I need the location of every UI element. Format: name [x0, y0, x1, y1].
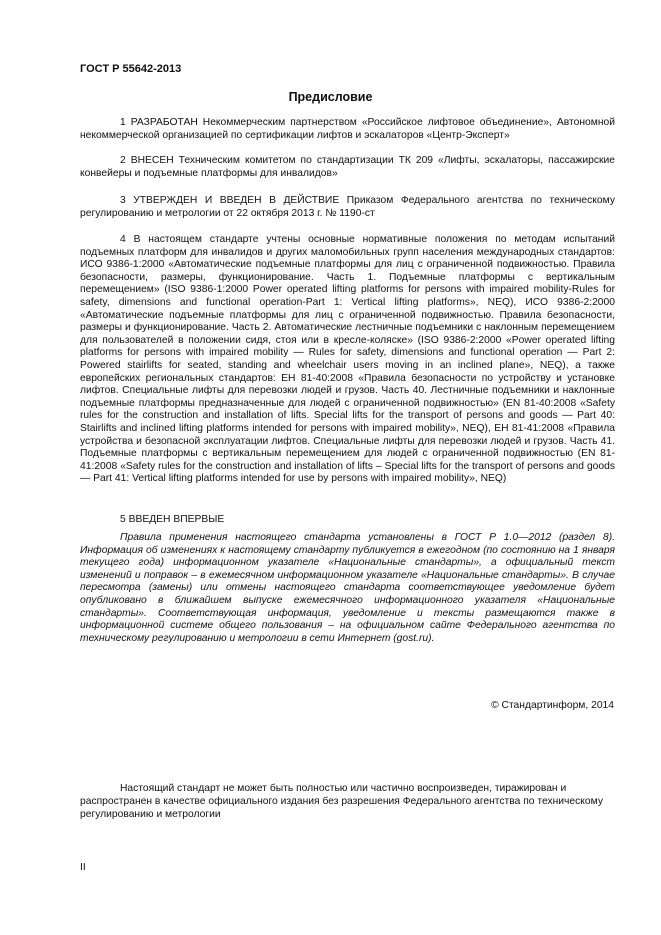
page-number: II	[80, 862, 86, 873]
paragraph-first-time: 5 ВВЕДЕН ВПЕРВЫЕ	[120, 514, 225, 525]
paragraph-standards: 4 В настоящем стандарте учтены основные нормативные положения по методам испытаний подъемных платформ для инвалидов и других маломобильных групп населения международных стандартов: ИСО 9386-1:2000 «Автоматические подъемные платформы для лиц с ограниченной подвижностью. Правила безопасности, размеры, функционирование. Часть 1. Подъемные платформы с вертикальным перемещением» (ISO 9386-1:2000 Power operated lifting platforms for persons with impaired mobility-Rules for safety, dimensions and functional operation-Part 1: Vertical lifting platforms», NEQ), ИСО 9386-2:2000 «Автоматические подъемные платформы для лиц с ограниченной подвижностью. Правила безопасности, размеры и функционирование. Часть 2. Автоматические лестничные подъемники с наклонным перемещением для пользователей в положении сидя, стоя или в кресле-коляске» (ISO 9386-2:2000 «Power operated lifting platforms for persons with impaired mobility — Rules for safety, dimensions and functional operation — Part 2: Powered stairlifts for seated, standing and wheelchair users moving in an inclined plane», NEQ), а также европейских региональных стандартов: ЕН 81-40:2008 «Правила безопасности по устройству и установке лифтов. Специальные лифты для перевозки людей и грузов. Часть 40. Лестничные подъемники и наклонные подъемные платформы предназначенные для людей с ограниченной подвижностью» (EN 81-40:2008 «Safety rules for the construction and installation of lifts. Special lifts for the transport of persons and goods — Part 40: Stairlifts and inclined lifting platforms intended for persons with impaired mobility», NEQ), ЕН 81-41:2008 «Правила устройства и безопасной эксплуатации лифтов. Специальные лифты для перевозки людей и грузов. Часть 41. Подъемные платформы с вертикальным перемещением для людей с ограниченной подвижностью (EN 81-41:2008 «Safety rules for the construction and installation of lifts – Special lifts for the transport of persons and goods — Part 41: Vertical lifting platforms intended for use by persons with impaired mobility», NEQ)	[80, 234, 615, 485]
paragraph-introduced: 2 ВНЕСЕН Техническим комитетом по стандартизации ТК 209 «Лифты, эскалаторы, пассажирские конвейеры и подъемные платформы для инвалидов»	[80, 155, 615, 179]
application-note: Правила применения настоящего стандарта установлены в ГОСТ Р 1.0—2012 (раздел 8). Информация об изменениях к настоящему стандарту публикуется в ежегодном (по состоянию на 1 января текущего года) информационном указателе «Национальные стандарты», а официальный текст изменений и поправок – в ежемесячном информационном указателе «Национальные стандарты». В случае пересмотра (замены) или отмены настоящего стандарта соответствующее уведомление будет опубликовано в ближайшем выпуске ежемесячного информационного указателя «Национальные стандарты». Соответствующая информация, уведомление и тексты размещаются также в информационной системе общего пользования – на официальном сайте Федерального агентства по техническому регулированию и метрологии в сети Интернет (gost.ru).	[80, 532, 615, 644]
page-title: Предисловие	[288, 90, 373, 104]
copyright-line: © Стандартинформ, 2014	[491, 700, 614, 711]
paragraph-developed: 1 РАЗРАБОТАН Некоммерческим партнерством «Российское лифтовое объединение», Автономной некоммерческой организацией по сертификации лифтов и эскалаторов «Центр-Эксперт»	[80, 117, 615, 141]
standard-code: ГОСТ Р 55642-2013	[80, 63, 182, 75]
reproduction-notice: Настоящий стандарт не может быть полностью или частично воспроизведен, тиражирован и распространен в качестве официального издания без разрешения Федерального агентства по техническому регулированию и метрологии	[80, 783, 603, 820]
paragraph-approved: 3 УТВЕРЖДЕН И ВВЕДЕН В ДЕЙСТВИЕ Приказом Федерального агентства по техническому регулированию и метрологии от 22 октября 2013 г. № 1190-ст	[80, 195, 615, 219]
